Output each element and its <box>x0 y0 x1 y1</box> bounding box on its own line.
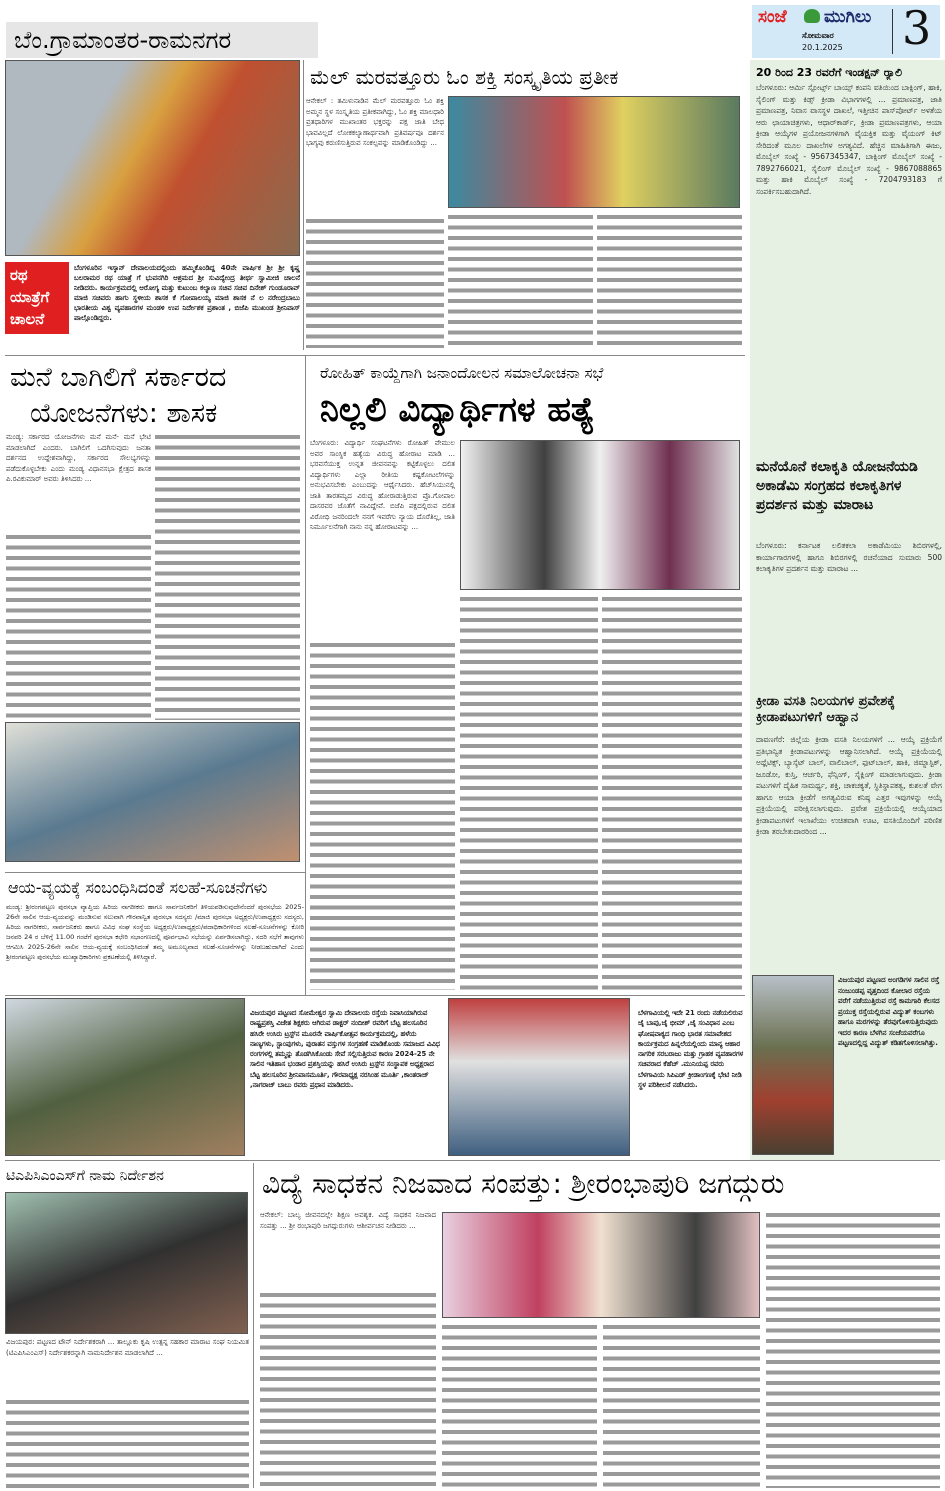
mane-photo <box>5 722 300 862</box>
vijayapura-photo <box>5 998 245 1156</box>
kala-body: ಬೆಂಗಳೂರು: ಕರ್ನಾಟಕ ಲಲಿತಕಲಾ ಅಕಾಡೆಮಿಯು ಶಿಬಿರಗಳಲ್ಲಿ, ಕಾರ್ಯಾಗಾರಗಳಲ್ಲಿ ಹಾಗೂ ಶಿಬಿರಗಳಲ್ಲಿ ರಚನೆಯಾದ ಸುಮಾರು 500 ಕಲಾಕೃತಿಗಳ ಪ್ರದರ್ಶನ ಮತ್ತು ಮಾರಾಟ ... <box>756 541 942 573</box>
tree-photo <box>752 975 834 1155</box>
om-shakti-photo <box>448 96 740 208</box>
tree-caption: ವಿಜಯಪುರ ಪಟ್ಟಣದ ಅಂಗಡಿಗಳ ಸಾಲಿನ ರಸ್ತೆ ನಂಜುಂಡಪ್ಪ ವೃತ್ತದಿಂದ ಕೋಲಾರ ರಸ್ತೆಯ ವರೆಗೆ ನಡೆಯುತ್ತಿರುವ ರಸ್ತೆ ಕಾಮಗಾರಿ ಕೆಲಸದ ಪ್ರಯುಕ್ತ ರಸ್ತೆಯಲ್ಲಿರುವ ವಿದ್ಯುತ್ ಕಂಬಗಳು ಹಾಗೂ ಮರಗಳನ್ನು ತೆರವುಗೊಳಿಸುತ್ತಿರುವುದು ಇದರ ಕಾರಣ ಬೆಳಗಿನ ಸಂಜೆಯವರೆಗೂ ಪಟ್ಟಣದಲ್ಲಿದ್ದ ವಿದ್ಯುತ್ ಕಡಿತಗೊಳಿಸಲಾಗಿತ್ತು. <box>838 976 940 1047</box>
tapcms-body: ವಿಜಯಪುರ: ಪಟ್ಟಣದ ಟೌನ್ ನಿರ್ದೇಶಕರಾಗಿ ... ತಾಲ್ಲೂಕು ಕೃಷಿ ಉತ್ಪನ್ನ ಸಹಕಾರ ಮಾರಾಟ ಸಂಘ ನಿಯಮಿತ (ಟಿಎಪಿಸಿಎಂಎಸ್) ನಿರ್ದೇಶಕರನ್ನಾಗಿ ನಾಮನಿರ್ದೇಶನ ಮಾಡಲಾಗಿದೆ ... <box>6 1338 249 1357</box>
ratha-caption: ಬೆಂಗಳೂರಿನ ಇಸ್ಕಾನ್ ದೇವಾಲಯದಲ್ಲಿಂದು ಹಮ್ಮಿಕೊಂಡಿದ್ದ 40ನೇ ವಾರ್ಷಿಕ ಶ್ರೀ ಶ್ರೀ ಕೃಷ್ಣ ಬಲರಾಮರ ರಥ ಯಾತ್ರೆ ಗೆ ಭುವನಗಿರಿ ಆಶ್ರಮದ ಶ್ರೀ ಸುವಿದ್ಯೇಂದ್ರ ತೀರ್ಥ ಸ್ವಾಮೀಜಿ ಚಾಲನೆ ನೀಡಿದರು. ಕಾರ್ಯಕ್ರಮದಲ್ಲಿ ಆರೋಗ್ಯ ಮತ್ತು ಕುಟುಂಬ ಕಲ್ಯಾಣ ಸಚಿವ ಸಚಿವ ದಿನೇಶ್ ಗುಂಡೂರಾವ್ ಮಾಜಿ ಸಚಿವರು ಹಾಗು ಸ್ಥಳೀಯ ಶಾಸಕ ಕೆ ಗೋಪಾಲಯ್ಯ ಮಾಜಿ ಶಾಸಕ ನೆ ಲ ನರೇಂದ್ರಬಾಬು ಭಾರತೀಯ ವಿಶ್ವ ವ್ಯವಹಾರಗಳ ಮಂಡಳಿ ಉಪ ನಿರ್ದೇಶಕ ಪ್ರಶಾಂತ , ಬಿಜೆಪಿ ಮುಖಂಡ ಶ್ರೀನಿವಾಸ್ ಪಾಲ್ಗೊಂಡಿದ್ದರು. <box>74 264 300 322</box>
brand-left: ಸಂಜೆ <box>758 7 787 27</box>
tapcms-headline: ಟಿಎಪಿಸಿಎಂಎಸ್‌ಗೆ ನಾಮ ನಿರ್ದೇಶನ <box>6 1168 164 1184</box>
belagavi-photo <box>448 998 630 1156</box>
kreeda-body: ದಾವಣಗೆರೆ: ಜಿಲ್ಲೆಯ ಕ್ರೀಡಾ ವಸತಿ ನಿಲಯಗಳಿಗೆ ... ಆಯ್ಕೆ ಪ್ರಕ್ರಿಯೆಗೆ ಪ್ರತಿಭಾನ್ವಿತ ಕ್ರೀಡಾಪಟುಗಳನ್ನು ಆಹ್ವಾನಿಸಲಾಗಿದೆ. ಆಯ್ಕೆ ಪ್ರಕ್ರಿಯೆಯಲ್ಲಿ ಅಥ್ಲೆಟಿಕ್ಸ್, ಬ್ಯಾಸ್ಕೆಟ್ ಬಾಲ್, ವಾಲಿಬಾಲ್, ಫುಟ್‌ಬಾಲ್, ಹಾಕಿ, ಜಿಮ್ನಾಸ್ಟಿಕ್, ಜೂಡೋ, ಕುಸ್ತಿ, ಆರ್ಚರಿ, ಫೆನ್ಸಿಂಗ್, ಸೈಕ್ಲಿಂಗ್ ಮಾಡಲಾಗುವುದು. ಕ್ರೀಡಾ ಪಟುಗಳಿಗೆ ದೈಹಿಕ ಸಾಮರ್ಥ್ಯ, ಶಕ್ತಿ, ಚಾಕಚಕ್ಯತೆ, ಸ್ಥಿತಿಸ್ಥಾಪಕತ್ವ, ಕುಶಲತೆ ವೇಗ ಹಾಗೂ ಆಯಾ ಕ್ರೀಡೆಗೆ ಅಗತ್ಯವಿರುವ ಕನಿಷ್ಠ ಎತ್ತರ ಇವುಗಳನ್ನು ಆಯ್ಕೆ ಪ್ರಕ್ರಿಯೆಯಲ್ಲಿ ಪರೀಕ್ಷಿಸಲಾಗುವುದು. ಪ್ರವೇಶ ಪ್ರಕ್ರಿಯೆಯಲ್ಲಿ ಆಯ್ಕೆಯಾದ ಕ್ರೀಡಾಪಟುಗಳಿಗೆ ಇಲಾಖೆಯು ಉಚಿತವಾಗಿ ಊಟ, ವಸತಿಯೊಂದಿಗೆ ಪರಿಣಿತ ಕ್ರೀಡಾ ತರಬೇತುದಾರರಿಂದ ... <box>756 735 942 836</box>
tapcms-photo <box>5 1192 248 1334</box>
kreeda-headline: ಕ್ರೀಡಾ ವಸತಿ ನಿಲಯಗಳ ಪ್ರವೇಶಕ್ಕೆ ಕ್ರೀಡಾಪಟುಗಳಿಗೆ ಆಹ್ವಾನ <box>756 694 895 725</box>
rally-headline: 20 ರಿಂದ 23 ರವರೆಗೆ ಇಂಡಕ್ಷನ್ ರ್‍ಯಾಲಿ <box>756 66 902 79</box>
kala-headline: ಮನೆಯೊನೆ ಕಲಾಕೃತಿ ಯೋಜನೆಯಡಿ ಅಕಾಡೆಮಿ ಸಂಗ್ರಹದ ಕಲಾಕೃತಿಗಳ ಪ್ರದರ್ಶನ ಮತ್ತು ಮಾರಾಟ <box>756 459 918 513</box>
vidye-photo <box>442 1212 760 1318</box>
om-shakti-body: ಆನೇಕಲ್ : ತಮಿಳುನಾಡಿನ ಮೆಲ್ ಮರವತ್ತೂರು ಓಂ ಶಕ್ತಿ ಅಮ್ಮನ ಸ್ಥಳ ಸಂಸ್ಕೃತಿಯ ಪ್ರತೀಕವಾಗಿದ್ದು, ಓಂ ಶಕ್ತಿ ಮಾಲಧಾರಿ ವ್ರತಧಾರಿಗಳ ಮುಖಾಂತರ ಭಕ್ತರನ್ನು ಪಕ್ಷ ಜಾತಿ ಬೇಧ ಭಾವವಿಲ್ಲದೆ ಲೋಕಕಲ್ಯಾಣಾರ್ಥವಾಗಿ ಪ್ರತಿವರ್ಷವೂ ದರ್ಶನ ಭಾಗ್ಯವು ಕರುಣಿಸುತ್ತಿರುವ ಸಂಕಲ್ಪವನ್ನು ಮಾಡಿಕೊಂಡಿದ್ದು ... <box>306 97 444 147</box>
brand-right: ಮುಗಿಲು <box>824 7 872 27</box>
mane-headline-2: ಯೋಜನೆಗಳು: ಶಾಸಕ <box>30 398 218 429</box>
om-shakti-headline: ಮೆಲ್ ಮರವತ್ತೂರು ಓಂ ಶಕ್ತಿ ಸಂಸ್ಕೃತಿಯ ಪ್ರತೀಕ <box>310 65 619 89</box>
vidye-headline: ವಿದ್ಯೆ ಸಾಧಕನ ನಿಜವಾದ ಸಂಪತ್ತು: ಶ್ರೀರಂಭಾಪುರಿ ಜಗದ್ಗುರು <box>262 1167 785 1200</box>
vijayapura-caption: ವಿಜಯಪುರ ಪಟ್ಟಣದ ಸೋಮೇಶ್ವರ ಸ್ವಾಮಿ ದೇವಾಲಯ ರಸ್ತೆಯ ನಿವಾಸಿಯಾಗಿರುವ ರಾಷ್ಟ್ರಪ್ರಶಸ್ತಿ ವಿಜೇತ ಶಿಕ್ಷಕರು ಆಗಿರುವ ಡಾಕ್ಟರ್ ನಂದೀಶ್ ರವರಿಗೆ ಬೆಟ್ಟ ಹಲಸೂರಿನ ಹಸಿರೇ ಉಸಿರು ಟ್ರಸ್ಟ್‌ನ ಮೂರನೇ ವಾರ್ಷಿಕೋತ್ಸವ ಕಾರ್ಯಕ್ರಮದಲ್ಲಿ, ಹಳೆಯ ನಾಣ್ಯಗಳು, ಸ್ಟಾಂಪುಗಳು, ಪುರಾತನ ವಸ್ತುಗಳ ಸಂಗ್ರಹಣೆ ಮಾಡಿಕೊಂಡು ಸಮಾಜದ ವಿವಿಧ ರಂಗಗಳಲ್ಲಿ ತಮ್ಮನ್ನು ತೊಡಗಿಸಿಕೊಂಡು ಸೇವೆ ಸಲ್ಲಿಸುತ್ತಿರುವ ಕಾರಣ 2024-25 ನೇ ಸಾಲಿನ ಇತಿಹಾಸ ಭಂಡಾರ ಪ್ರಶಸ್ತಿಯನ್ನು ಹಸಿರೆ ಉಸಿರು ಟ್ರಸ್ಟ್‌ನ ಸಂಸ್ಥಾಪಕ ಅಧ್ಯಕ್ಷರಾದ ಬೆಟ್ಟ ಹಲಸೂರಿನ ಶ್ರೀನಿವಾಸಮೂರ್ತಿ, ಗೌರವಾಧ್ಯಕ್ಷ ನರಸಿಂಹ ಮೂರ್ತಿ ,ಕಾಂತರಾಜ್ ,ನಾಗರಾಜ್ ಬಾಬು ರವರು ಪ್ರಧಾನ ಮಾಡಿದರು. <box>250 1009 440 1090</box>
aaya-body: ಮಂಡ್ಯ: ಶ್ರೀರಂಗಪಟ್ಟಣ ಪುರಸಭಾ ವ್ಯಾಪ್ತಿಯ ಹಿರಿಯ ನಾಗರೀಕರು ಹಾಗೂ ಸಾರ್ವಜನಿಕರಿಗೆ ತಿಳಿಯಪಡಿಸುವುದೇನೆಂದರೆ ಪುರಸಭೆಯ 2025-26ನೇ ಸಾಲಿನ ಆಯ-ವ್ಯಯವನ್ನು ಮಂಡಿಸುವ ಸಲುವಾಗಿ ಗೌರವಾನ್ವಿತ ಪುರಸಭಾ ಸದಸ್ಯರು /ಮಾಜಿ ಪುರಸಭಾ ಅಧ್ಯಕ್ಷರು/ಉಪಾಧ್ಯಕ್ಷರು ಸದಸ್ಯರು, ಹಿರಿಯ ನಾಗರೀಕರು, ಸಾರ್ವಜನಿಕರು ಹಾಗೂ ವಿವಿಧ ಸಂಘ ಸಂಸ್ಥೆಯ ಅಧ್ಯಕ್ಷರು/ಉಪಾಧ್ಯಕ್ಷರು/ಪದಾಧಿಕಾರಿಗಳಿಂದ ಸಲಹೆ-ಸೂಚನೆಗಳನ್ನು ಕೋರಿ ಜನವರಿ 24 ರ ಬೆಳಿಗ್ಗೆ 11.00 ಗಂಟೆಗೆ ಪುರಸಭಾ ಕಛೇರಿ ಸಭಾಂಗಣದಲ್ಲಿ ಪೂರ್ವಭಾವಿ ಸಭೆಯನ್ನು ಏರ್ಪಡಿಸಲಾಗಿದ್ದು, ಸದರಿ ಸಭೆಗೆ ತಾವುಗಳು ಆಗಮಿಸಿ 2025-26ನೇ ಸಾಲಿನ ಆಯ-ವ್ಯಯಕ್ಕೆ ಸಂಬಂಧಿಸಿದಂತೆ ತಮ್ಮ ಅಮೂಲ್ಯವಾದ ಸಲಹೆ-ಸೂಚನೆಗಳನ್ನು ನೀಡಬಹುದಾಗಿದೆ ಎಂದು ಶ್ರೀರಂಗಪಟ್ಟಣ ಪುರಸಭೆಯ ಮುಖ್ಯಾಧಿಕಾರಿಗಳು ಪ್ರಕಟಣೆಯಲ್ಲಿ ತಿಳಿಸಿದ್ದಾರೆ. <box>6 903 304 961</box>
belagavi-caption: ಬೆಳಗಾವಿಯಲ್ಲಿ ಇದೇ 21 ರಂದು ನಡೆಯಲಿರುವ ಜೈ ಬಾಪು,ಜೈ ಭೀಮ್ ,ಜೈ ಸಂವಿಧಾನ ಎಂಬ ಘೋಷವಾಕ್ಯದ ಗಾಂಧಿ ಭಾರತ ಸಮಾವೇಶದ ಕಾರ್ಯಕ್ರಮದ ಹಿನ್ನಲೆಯಲ್ಲಿಂದು ಮಾನ್ಯ ಆಹಾರ ನಾಗರಿಕ ಸರಬರಾಜು ಮತ್ತು ಗ್ರಾಹಕ ವ್ಯವಹಾರಗಳ ಸಚಿವರಾದ ಕೆಹೆಚ್ .ಮುನಿಯಪ್ಪ ರವರು ಬೆಳಗಾವಿಯ ಸಿಪಿಎಡ್ ಕ್ರೀಡಾಂಗಣಕ್ಕೆ ಭೇಟಿ ನೀಡಿ ಸ್ಥಳ ಪರಿಶೀಲನೆ ನಡೆಸಿದರು. <box>638 1009 744 1090</box>
vidye-body: ಆನೇಕಲ್: ಬಾಲ್ಯ ಜೀವನದಲ್ಲೇ ಶಿಕ್ಷಣ ಅವಶ್ಯಕ. ವಿದ್ಯೆ ಸಾಧಕನ ನಿಜವಾದ ಸಂಪತ್ತು ... ಶ್ರೀ ರಂಭಾಪುರಿ ಜಗದ್ಗುರುಗಳು ಆಶೀರ್ವಚನ ನೀಡಿದರು ... <box>260 1211 436 1230</box>
rohith-photo <box>460 440 740 590</box>
aaya-headline: ಆಯ-ವ್ಯಯಕ್ಕೆ ಸಂಬಂಧಿಸಿದಂತೆ ಸಲಹೆ-ಸೂಚನೆಗಳು <box>8 878 268 897</box>
rohith-headline: ನಿಲ್ಲಲಿ ವಿದ್ಯಾರ್ಥಿಗಳ ಹತ್ಯೆ <box>320 390 595 430</box>
rally-body: ಬೆಂಗಳೂರು: ಆರ್ಮಿ ಸ್ಪೋರ್ಟ್ಸ್ ಬಾಯ್ಸ್ ಕಂಪನಿ ವತಿಯಿಂದ ಬಾಕ್ಸಿಂಗ್, ಹಾಕಿ, ಸೈಲಿಂಗ್ ಮತ್ತು ಕಿಡ್ಸ್ ಕ್ರೀಡಾ ವಿಭಾಗಗಳಲ್ಲಿ ... ಪ್ರಮಾಣಪತ್ರ, ಜಾತಿ ಪ್ರಮಾಣಪತ್ರ, ನಿವಾಸ ವಾಸಸ್ಥಳ ದಾಖಲೆ, ಇತ್ತೀಚಿನ ಪಾಸ್‌ಪೋರ್ಟ್ ಅಳತೆಯ ಆರು ಛಾಯಾಚಿತ್ರಗಳು, ಆಧಾರ್‌ಕಾರ್ಡ್, ಕ್ರೀಡಾ ಪ್ರಮಾಣಪತ್ರಗಳು, ಆಯಾ ಕ್ರೀಡಾ ಆಯ್ಕೆಗಳ ಪ್ರಯೋಜನಗಳಿಗಾಗಿ ವೈಯಕ್ತಿಕ ಮತ್ತು ವೈಯಂಗ್ ಕಿಟ್ ಸೇರಿದಂತೆ ಮೂಲ ದಾಖಲೆಗಳ ಅಗತ್ಯವಿದೆ. ಹೆಚ್ಚಿನ ಮಾಹಿತಿಗಾಗಿ ಈಜು, ಮೊಬೈಲ್ ಸಂಖ್ಯೆ - 9567345347, ಬಾಕ್ಸಿಂಗ್ ಮೊಬೈಲ್ ಸಂಖ್ಯೆ - 7892766021, ಸೈಲಿಂಗ್ ಮೊಬೈಲ್ ಸಂಖ್ಯೆ - 9867088865 ಮತ್ತು ಹಾಕಿ ಮೊಬೈಲ್ ಸಂಖ್ಯೆ - 7204793183 ಗೆ ಸಂಪರ್ಕಿಸಬಹುದಾಗಿದೆ. <box>756 83 942 196</box>
page-number: 3 <box>902 1 932 55</box>
masthead <box>752 1 940 58</box>
section-title: ಬೆಂ.ಗ್ರಾಮಾಂತರ-ರಾಮನಗರ <box>6 22 318 58</box>
date: 20.1.2025 <box>802 43 843 52</box>
day: ಸೋಮವಾರ <box>802 31 834 40</box>
rohith-body: ಬೆಂಗಳೂರು: ವಿದ್ಯಾರ್ಥಿ ಸಂಘಟನೆಗಳು ರೋಹಿತ್ ವೇಮುಲ ಅವರ ಸಾಂಸ್ಥಿಕ ಹತ್ಯೆಯ ವಿರುದ್ಧ ಹೋರಾಟ ಮಾಡಿ ... ಭರವಸೆಯುಕ್ತ ಉನ್ನತ ಜೀವನವನ್ನು ಕಟ್ಟಿಕೊಳ್ಳಲು ದಲಿತ ವಿದ್ಯಾರ್ಥಿಗಳು ಎಲ್ಲಾ ರೀತಿಯ ಕಷ್ಟಕೋಟಲೆಗಳನ್ನು ಅನುಭವಿಸಬೇಕು ಎಂಬುದನ್ನು ಆರ್ಥೈಸಿದರು. ಹೆಚ್‌ಸಿಯುನಲ್ಲಿ ಜಾತಿ ತಾರತಮ್ಯದ ವಿರುದ್ಧ ಹೋರಾಡುತ್ತಿರುವ ಪ್ರೊ.ಗೋಪಾಲ ದಾಸರವರ ಜೊತೆಗೆ ನಾವಿದ್ದೇವೆ. ಬಿಜೆಪಿ ಪಕ್ಷದಲ್ಲಿರುವ ದಲಿತ ವಿರೋಧಿ ಜನರಿಂದಲೇ ನನಗೆ ಇವರೆಗು ನ್ಯಾಯ ದೊರೆತಿಲ್ಲ, ಜಾತಿ ನಿರ್ಮೂಲನೆಗಾಗಿ ನಾನು ನನ್ನ ಹೋರಾಟವನ್ನು ... <box>310 439 455 531</box>
rohith-kicker: ರೋಹಿತ್ ಕಾಯ್ದೆಗಾಗಿ ಜನಾಂದೋಲನ ಸಮಾಲೋಚನಾ ಸಭೆ <box>320 364 604 382</box>
mane-headline-1: ಮನೆ ಬಾಗಿಲಿಗೆ ಸರ್ಕಾರದ <box>10 362 227 393</box>
palm-logo-icon <box>804 9 820 23</box>
mane-body: ಮಂಡ್ಯ: ಸರ್ಕಾರದ ಯೋಜನೆಗಳು ಮನೆ ಮನೆ- ಮನೆ ಭೇಟಿ ಮಾಡಲಾಗಿದೆ ಎಂದರು. ಬಾಗಿಲಿಗೆ ಒದಗಿಸುವುದು ಜನತಾ ದರ್ಶನದ ಉದ್ದೇಶವಾಗಿದ್ದು, ಸರ್ಕಾರದ ಸೌಲಭ್ಯಗಳನ್ನು ಪಡೆದುಕೊಳ್ಳಬೇಕು ಎಂದು ಮಂಡ್ಯ ವಿಧಾನಸಭಾ ಕ್ಷೇತ್ರದ ಶಾಸಕ ಪಿ.ರವಿಕುಮಾರ್ ಅವರು ತಿಳಿಸಿದರು ... <box>6 433 151 483</box>
ratha-label: ರಥ ಯಾತ್ರೆಗೆ ಚಾಲನೆ <box>5 262 69 334</box>
ratha-photo <box>5 60 300 256</box>
